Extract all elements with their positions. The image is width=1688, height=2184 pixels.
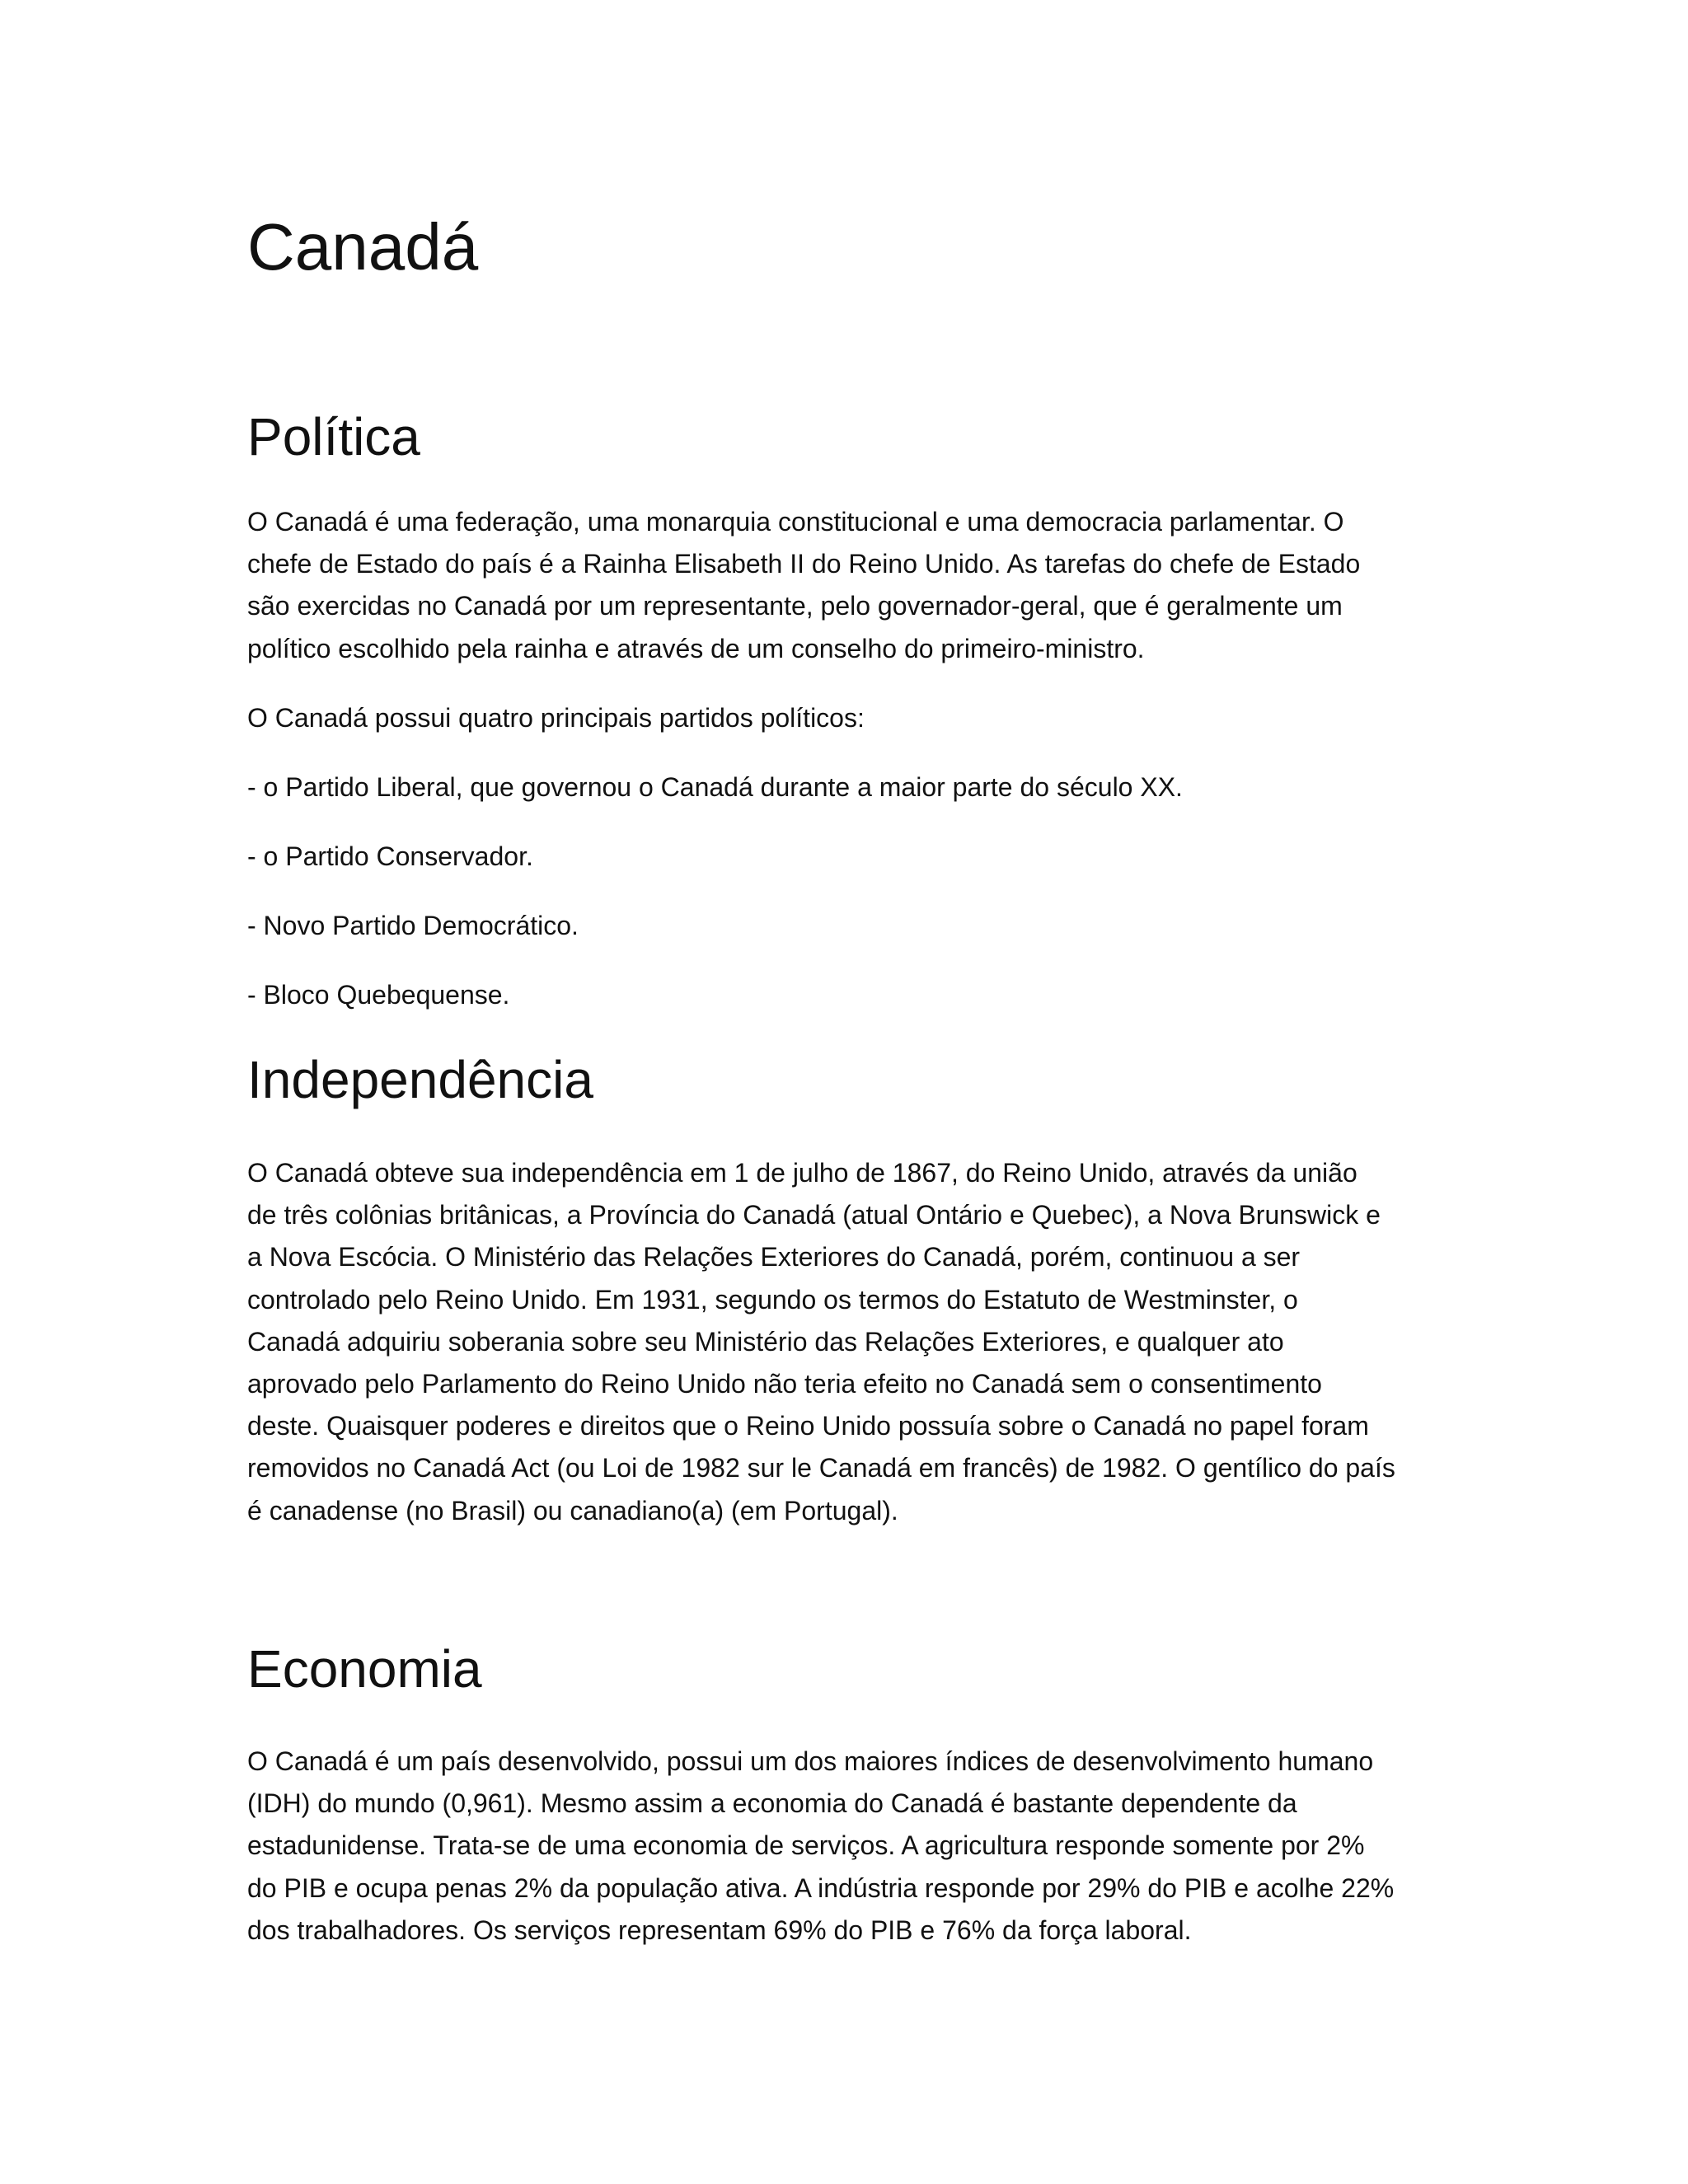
text-line: O Canadá é uma federação, uma monarquia constitucional e uma democracia parlamentar. O <box>247 507 1344 537</box>
text-line: é canadense (no Brasil) ou canadiano(a) (em Portugal). <box>247 1495 898 1526</box>
section-heading-politica: Política <box>247 407 420 466</box>
text-line: estadunidense. Trata-se de uma economia de serviços. A agricultura responde somente por 2% <box>247 1830 1365 1861</box>
paragraph-independencia <box>247 1152 1434 1532</box>
text-line: - o Partido Conservador. <box>247 841 533 871</box>
text-line: removidos no Canadá Act (ou Loi de 1982 sur le Canadá em francês) de 1982. O gentílico do país <box>247 1453 1395 1483</box>
text-line: O Canadá possui quatro principais partidos políticos: <box>247 703 865 733</box>
document-title: Canadá <box>247 210 479 284</box>
paragraph-economia <box>247 1741 1434 1952</box>
text-line: controlado pelo Reino Unido. Em 1931, segundo os termos do Estatuto de Westminster, o <box>247 1284 1298 1315</box>
text-line: de três colônias britânicas, a Província do Canadá (atual Ontário e Quebec), a Nova Brunswick e <box>247 1200 1381 1230</box>
text-line: (IDH) do mundo (0,961). Mesmo assim a economia do Canadá é bastante dependente da <box>247 1788 1297 1819</box>
list-item-partido-liberal <box>247 766 1434 808</box>
text-line: político escolhido pela rainha e através de um conselho do primeiro-ministro. <box>247 633 1145 663</box>
text-line: a Nova Escócia. O Ministério das Relações Exteriores do Canadá, porém, continuou a ser <box>247 1242 1301 1272</box>
text-line: chefe de Estado do país é a Rainha Elisabeth II do Reino Unido. As tarefas do chefe de Estado <box>247 549 1361 579</box>
list-item-bloco-quebequense <box>247 974 1434 1016</box>
section-heading-economia: Economia <box>247 1639 482 1699</box>
list-item-partido-conservador <box>247 836 1434 878</box>
section-heading-independencia: Independência <box>247 1050 593 1109</box>
text-line: - Novo Partido Democrático. <box>247 911 579 940</box>
text-line: do PIB e ocupa penas 2% da população ativa. A indústria responde por 29% do PIB e acolhe 22% <box>247 1872 1395 1903</box>
text-line: são exercidas no Canadá por um representante, pelo governador-geral, que é geralmente um <box>247 591 1343 621</box>
text-line: - Bloco Quebequense. <box>247 980 510 1010</box>
text-line: O Canadá é um país desenvolvido, possui um dos maiores índices de desenvolvimento humano <box>247 1746 1374 1776</box>
text-line: deste. Quaisquer poderes e direitos que o Reino Unido possuía sobre o Canadá no papel foram <box>247 1411 1369 1441</box>
text-line: dos trabalhadores. Os serviços representam 69% do PIB e 76% da força laboral. <box>247 1915 1192 1945</box>
paragraph-partidos-intro <box>247 697 1434 739</box>
text-line: Canadá adquiriu soberania sobre seu Ministério das Relações Exteriores, e qualquer ato <box>247 1326 1284 1357</box>
text-line: O Canadá obteve sua independência em 1 de julho de 1867, do Reino Unido, através da união <box>247 1158 1357 1188</box>
text-line: - o Partido Liberal, que governou o Canadá durante a maior parte do século XX. <box>247 772 1183 802</box>
list-item-novo-partido-democratico <box>247 905 1434 947</box>
paragraph-politica-intro <box>247 501 1434 670</box>
text-line: aprovado pelo Parlamento do Reino Unido não teria efeito no Canadá sem o consentimento <box>247 1369 1322 1399</box>
